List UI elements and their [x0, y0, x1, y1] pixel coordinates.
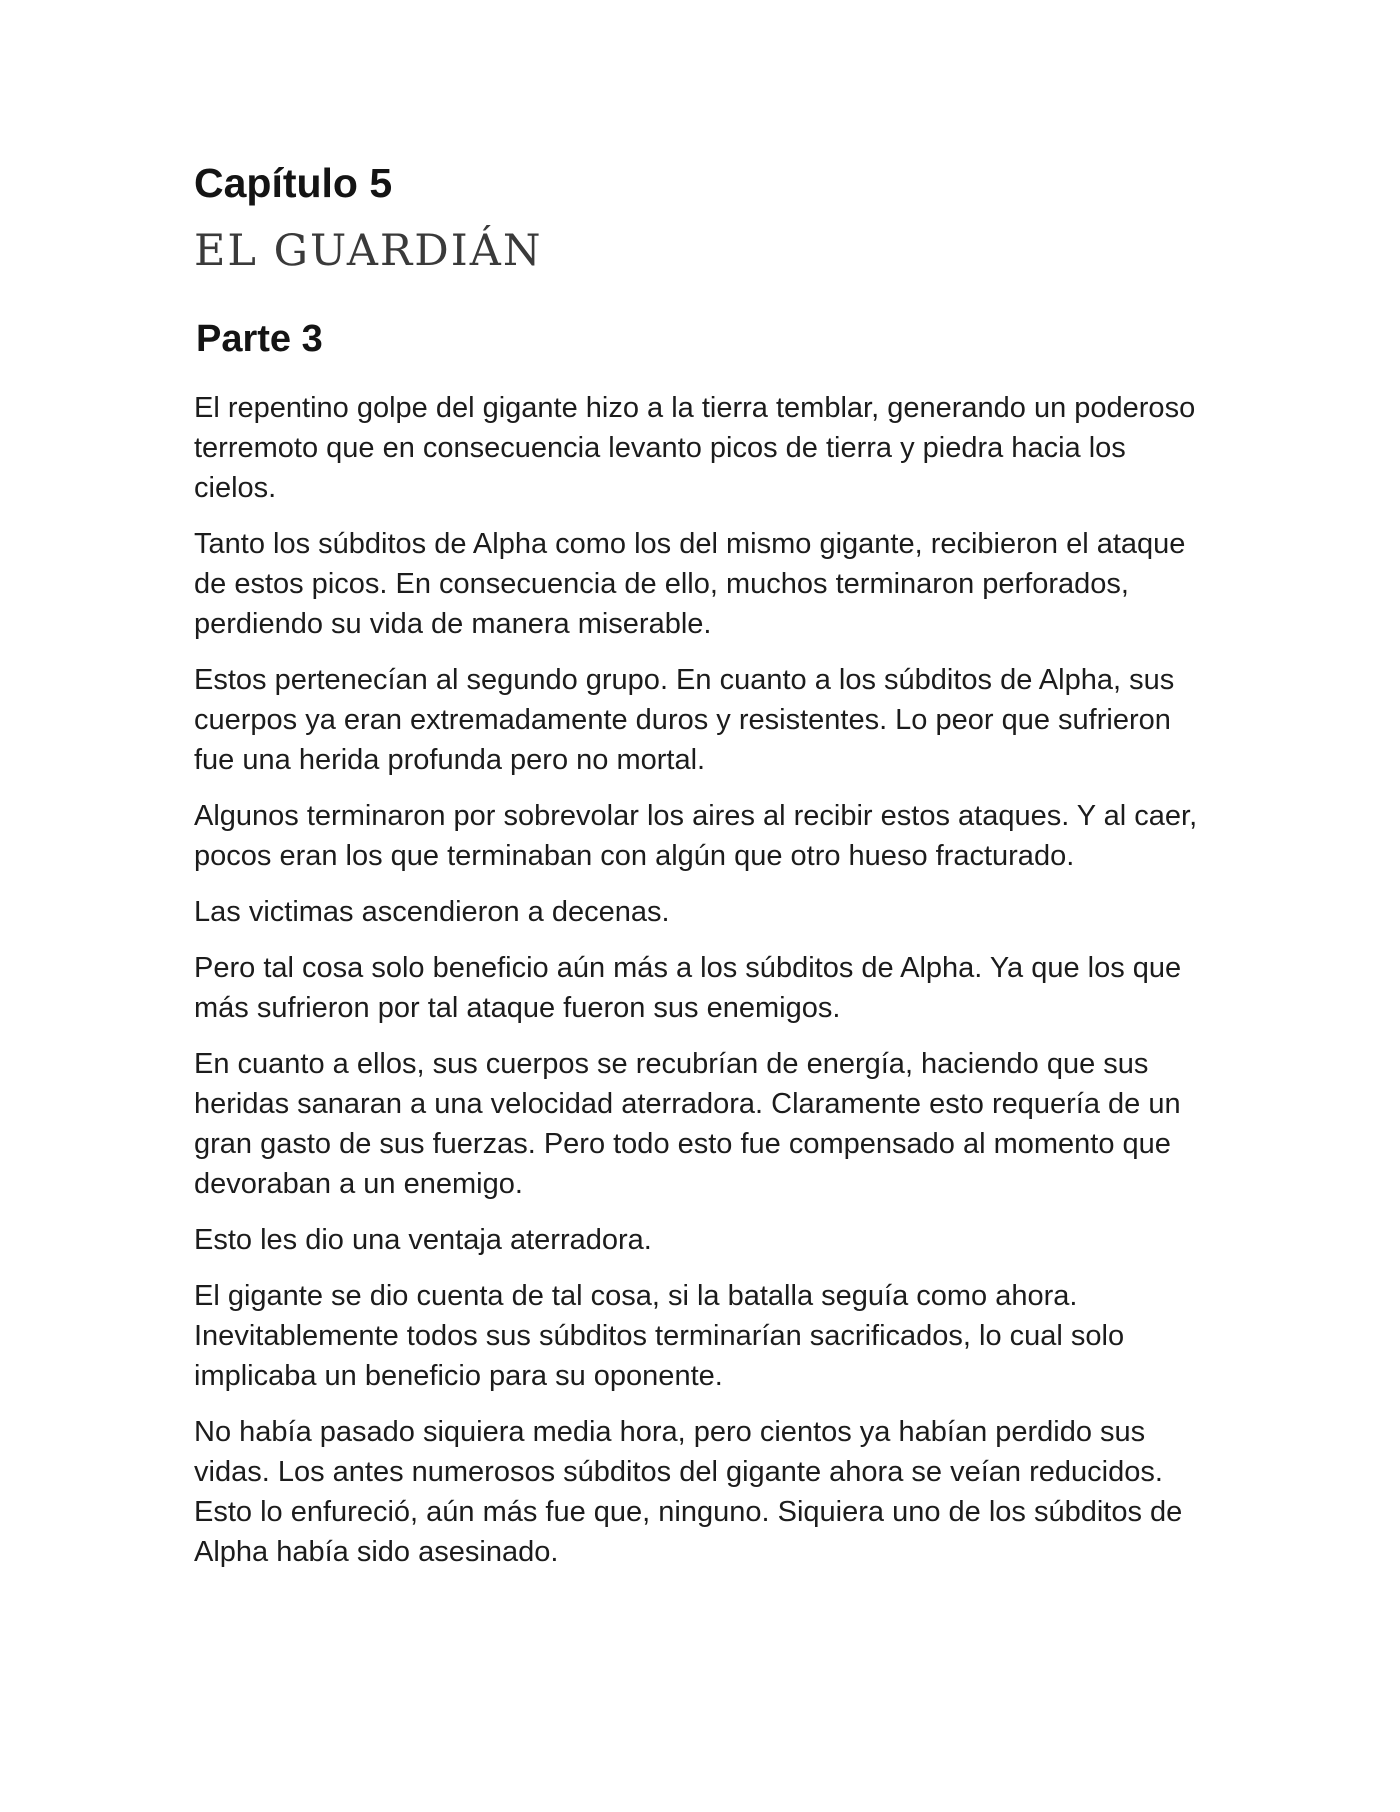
paragraph: Las victimas ascendieron a decenas. [194, 896, 670, 928]
paragraph: Esto les dio una ventaja aterradora. [194, 1224, 652, 1256]
paragraph: El gigante se dio cuenta de tal cosa, si la batalla seguía como ahora. Inevitablemente todos sus súbditos terminarían sacrificados, lo cual solo implicaba un beneficio para su oponente. [194, 1280, 1125, 1392]
paragraph: Tanto los súbditos de Alpha como los del mismo gigante, recibieron el ataque de estos picos. En consecuencia de ello, muchos terminaron perforados, perdiendo su vida de manera miserable. [194, 528, 1186, 640]
paragraph: No había pasado siquiera media hora, pero cientos ya habían perdido sus vidas. Los antes numerosos súbditos del gigante ahora se veían reducidos. Esto lo enfureció, aún más fue que, ninguno. Siquiera uno de los súbditos de Alpha había sido asesinado. [194, 1416, 1183, 1568]
chapter-subtitle: EL GUARDIÁN [194, 226, 543, 276]
body-text [194, 388, 1214, 1572]
paragraph: Pero tal cosa solo beneficio aún más a los súbditos de Alpha. Ya que los que más sufrieron por tal ataque fueron sus enemigos. [194, 952, 1182, 1024]
page-content [194, 158, 1214, 1588]
paragraph: El repentino golpe del gigante hizo a la tierra temblar, generando un poderoso terremoto que en consecuencia levanto picos de tierra y piedra hacia los cielos. [194, 392, 1196, 504]
paragraph: Algunos terminaron por sobrevolar los aires al recibir estos ataques. Y al caer, pocos eran los que terminaban con algún que otro hueso fracturado. [194, 800, 1198, 872]
paragraph: Estos pertenecían al segundo grupo. En cuanto a los súbditos de Alpha, sus cuerpos ya eran extremadamente duros y resistentes. Lo peor que sufrieron fue una herida profunda pero no mortal. [194, 664, 1175, 776]
paragraph: En cuanto a ellos, sus cuerpos se recubrían de energía, haciendo que sus heridas sanaran a una velocidad aterradora. Claramente esto requería de un gran gasto de sus fuerzas. Pero todo esto fue compensado al momento que devoraban a un enemigo. [194, 1048, 1181, 1200]
part-title: Parte 3 [196, 318, 323, 360]
chapter-title: Capítulo 5 [194, 160, 393, 206]
